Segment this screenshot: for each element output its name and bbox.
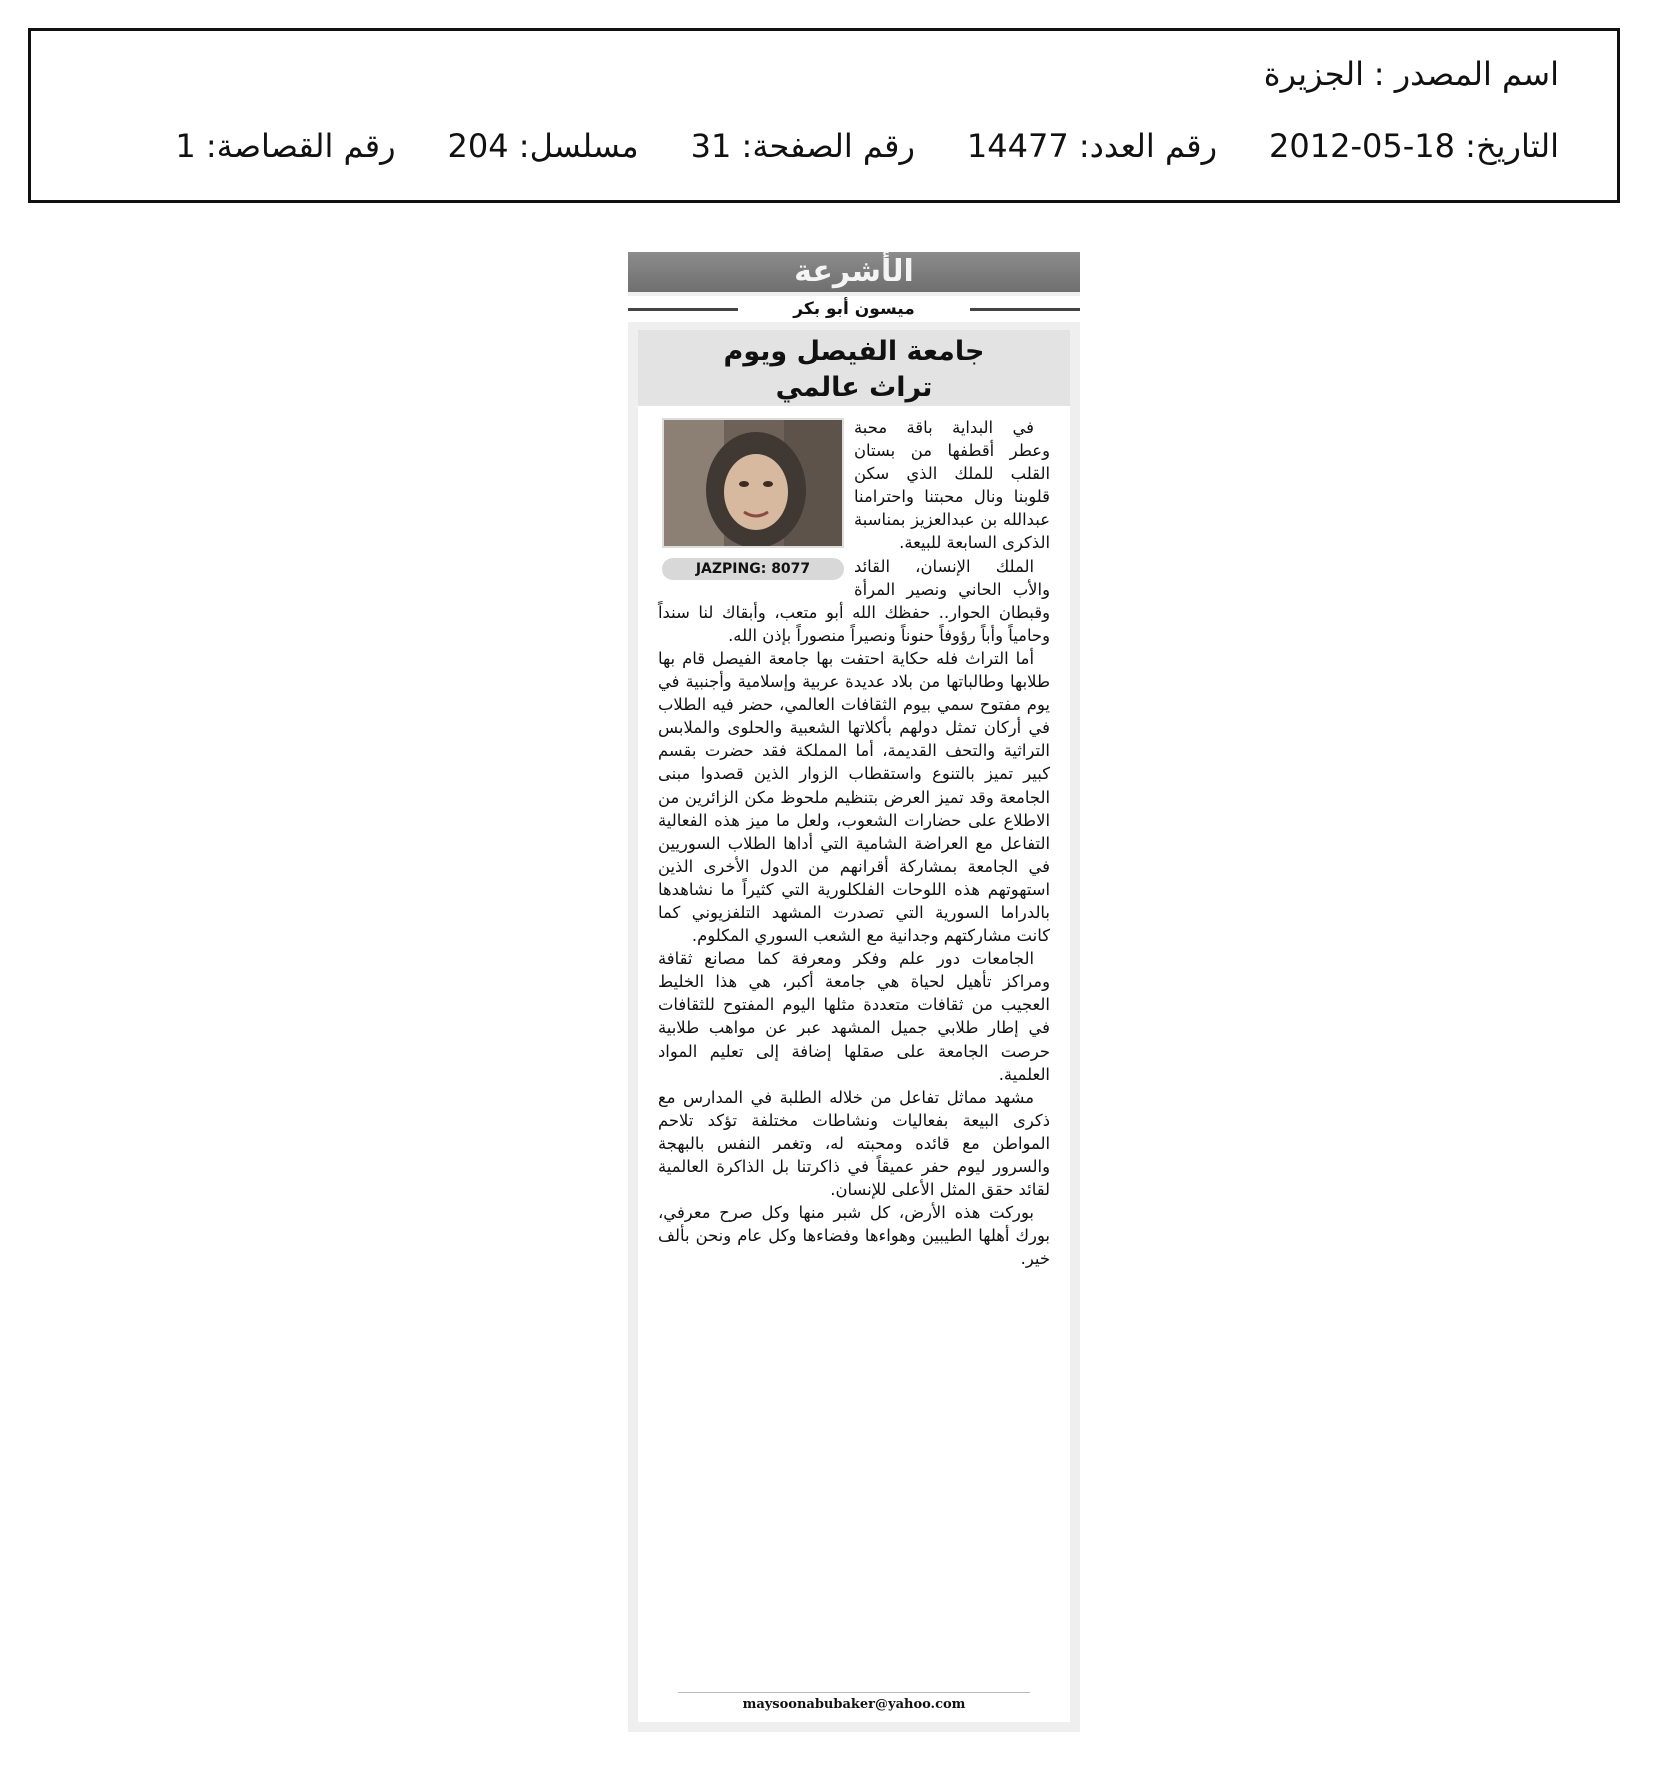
author-name: ميسون أبو بكر [793, 299, 915, 319]
article-text [658, 416, 1050, 1270]
paragraph: الجامعات دور علم وفكر ومعرفة كما مصانع ثقافة ومراكز تأهيل لحياة هي جامعة أكبر، هي هذا الخليط العجيب من ثقافات متعددة مثلها اليوم المفتوح للثقافات في إطار طلابي جميل المشهد عبر عن مواهب طلابية حرصت الجامعة على صقلها إضافة إلى تعليم المواد العلمية. [658, 949, 1050, 1084]
photo-tag: JAZPING: 8077 [662, 558, 844, 580]
column-rubric: الأشرعة [628, 252, 1080, 292]
paragraph: بوركت هذه الأرض، كل شبر منها وكل صرح معرفي، بورك أهلها الطيبين وهواءها وفضاءها وكل عام ونحن بألف خير. [658, 1203, 1050, 1269]
paragraph: الملك الإنسان، القائد والأب الحاني ونصير المرأة وقبطان الحوار.. حفظك الله أبو متعب، وأبقاك لنا سنداً وحامياً وأباً رؤوفاً حنوناً ونصيراً منصوراً بإذن الله. [658, 556, 1050, 645]
page-field: رقم الصفحة: 31 [690, 127, 915, 165]
author-email: maysoonabubaker@yahoo.com [678, 1692, 1030, 1712]
source-label: اسم المصدر : [1373, 55, 1559, 93]
article-headline [638, 330, 1070, 406]
byline-rule-right [970, 308, 1080, 311]
paragraph: في البداية باقة محبة وعطر أقطفها من بستان القلب للملك الذي سكن قلوبنا ونال محبتنا واحترامنا عبدالله بن عبدالعزيز بمناسبة الذكرى السابعة للبيعة. [854, 418, 1050, 553]
paragraph: مشهد مماثل تفاعل من خلاله الطلبة في المدارس مع ذكرى البيعة بفعاليات ونشاطات مختلفة تؤكد تلاحم المواطن مع قائده ومحبته له، وتغمر النفس بالبهجة والسرور ليوم حفر عميقاً في ذاكرتنا بل الذاكرة العالمية لقائد حقق المثل الأعلى للإنسان. [658, 1087, 1050, 1200]
date-field: التاريخ: 18-05-2012 [1269, 127, 1559, 165]
source-row [1264, 55, 1559, 93]
byline [628, 296, 1080, 322]
details-row [175, 127, 1559, 165]
serial-field: مسلسل: 204 [447, 127, 639, 165]
photo-spacer [658, 416, 854, 584]
headline-line-1: جامعة الفيصل ويوم [723, 336, 985, 367]
article-body [638, 406, 1070, 1722]
source-info-box [28, 28, 1620, 203]
clip-number-field: رقم القصاصة: 1 [175, 127, 396, 165]
source-value: الجزيرة [1263, 55, 1364, 93]
paragraph: أما التراث فله حكاية احتفت بها جامعة الفيصل قام بها طلابها وطالباتها من بلاد عديدة عربية وإسلامية وأجنبية في يوم مفتوح سمي بيوم الثقافات العالمي، حضر فيه الطلاب في أركان تمثل دولهم بأكلاتها الشعبية والحلوى والملابس التراثية والتحف القديمة، أما المملكة فقد حضرت بقسم كبير تميز بالتنوع واستقطاب الزوار الذين قصدوا مبنى الجامعة وقد تميز العرض بتنظيم ملحوظ مكن الزائرين من الاطلاع على حضارات الشعوب، ولعل ما ميز هذه الفعالية التفاعل مع العراضة الشامية التي أداها الطلاب السوريين في الجامعة بمشاركة أقرانهم من الدول الأخرى الذين استهوتهم هذه اللوحات الفلكلورية التي كثيراً ما نشاهدها بالدراما السورية التي تصدرت المشهد التلفزيوني كما كانت مشاركتهم وجدانية مع الشعب السوري المكلوم. [658, 648, 1050, 946]
newspaper-clipping [628, 252, 1080, 1732]
byline-rule-left [628, 308, 738, 311]
issue-field: رقم العدد: 14477 [966, 127, 1218, 165]
headline-line-2: تراث عالمي [775, 372, 933, 403]
